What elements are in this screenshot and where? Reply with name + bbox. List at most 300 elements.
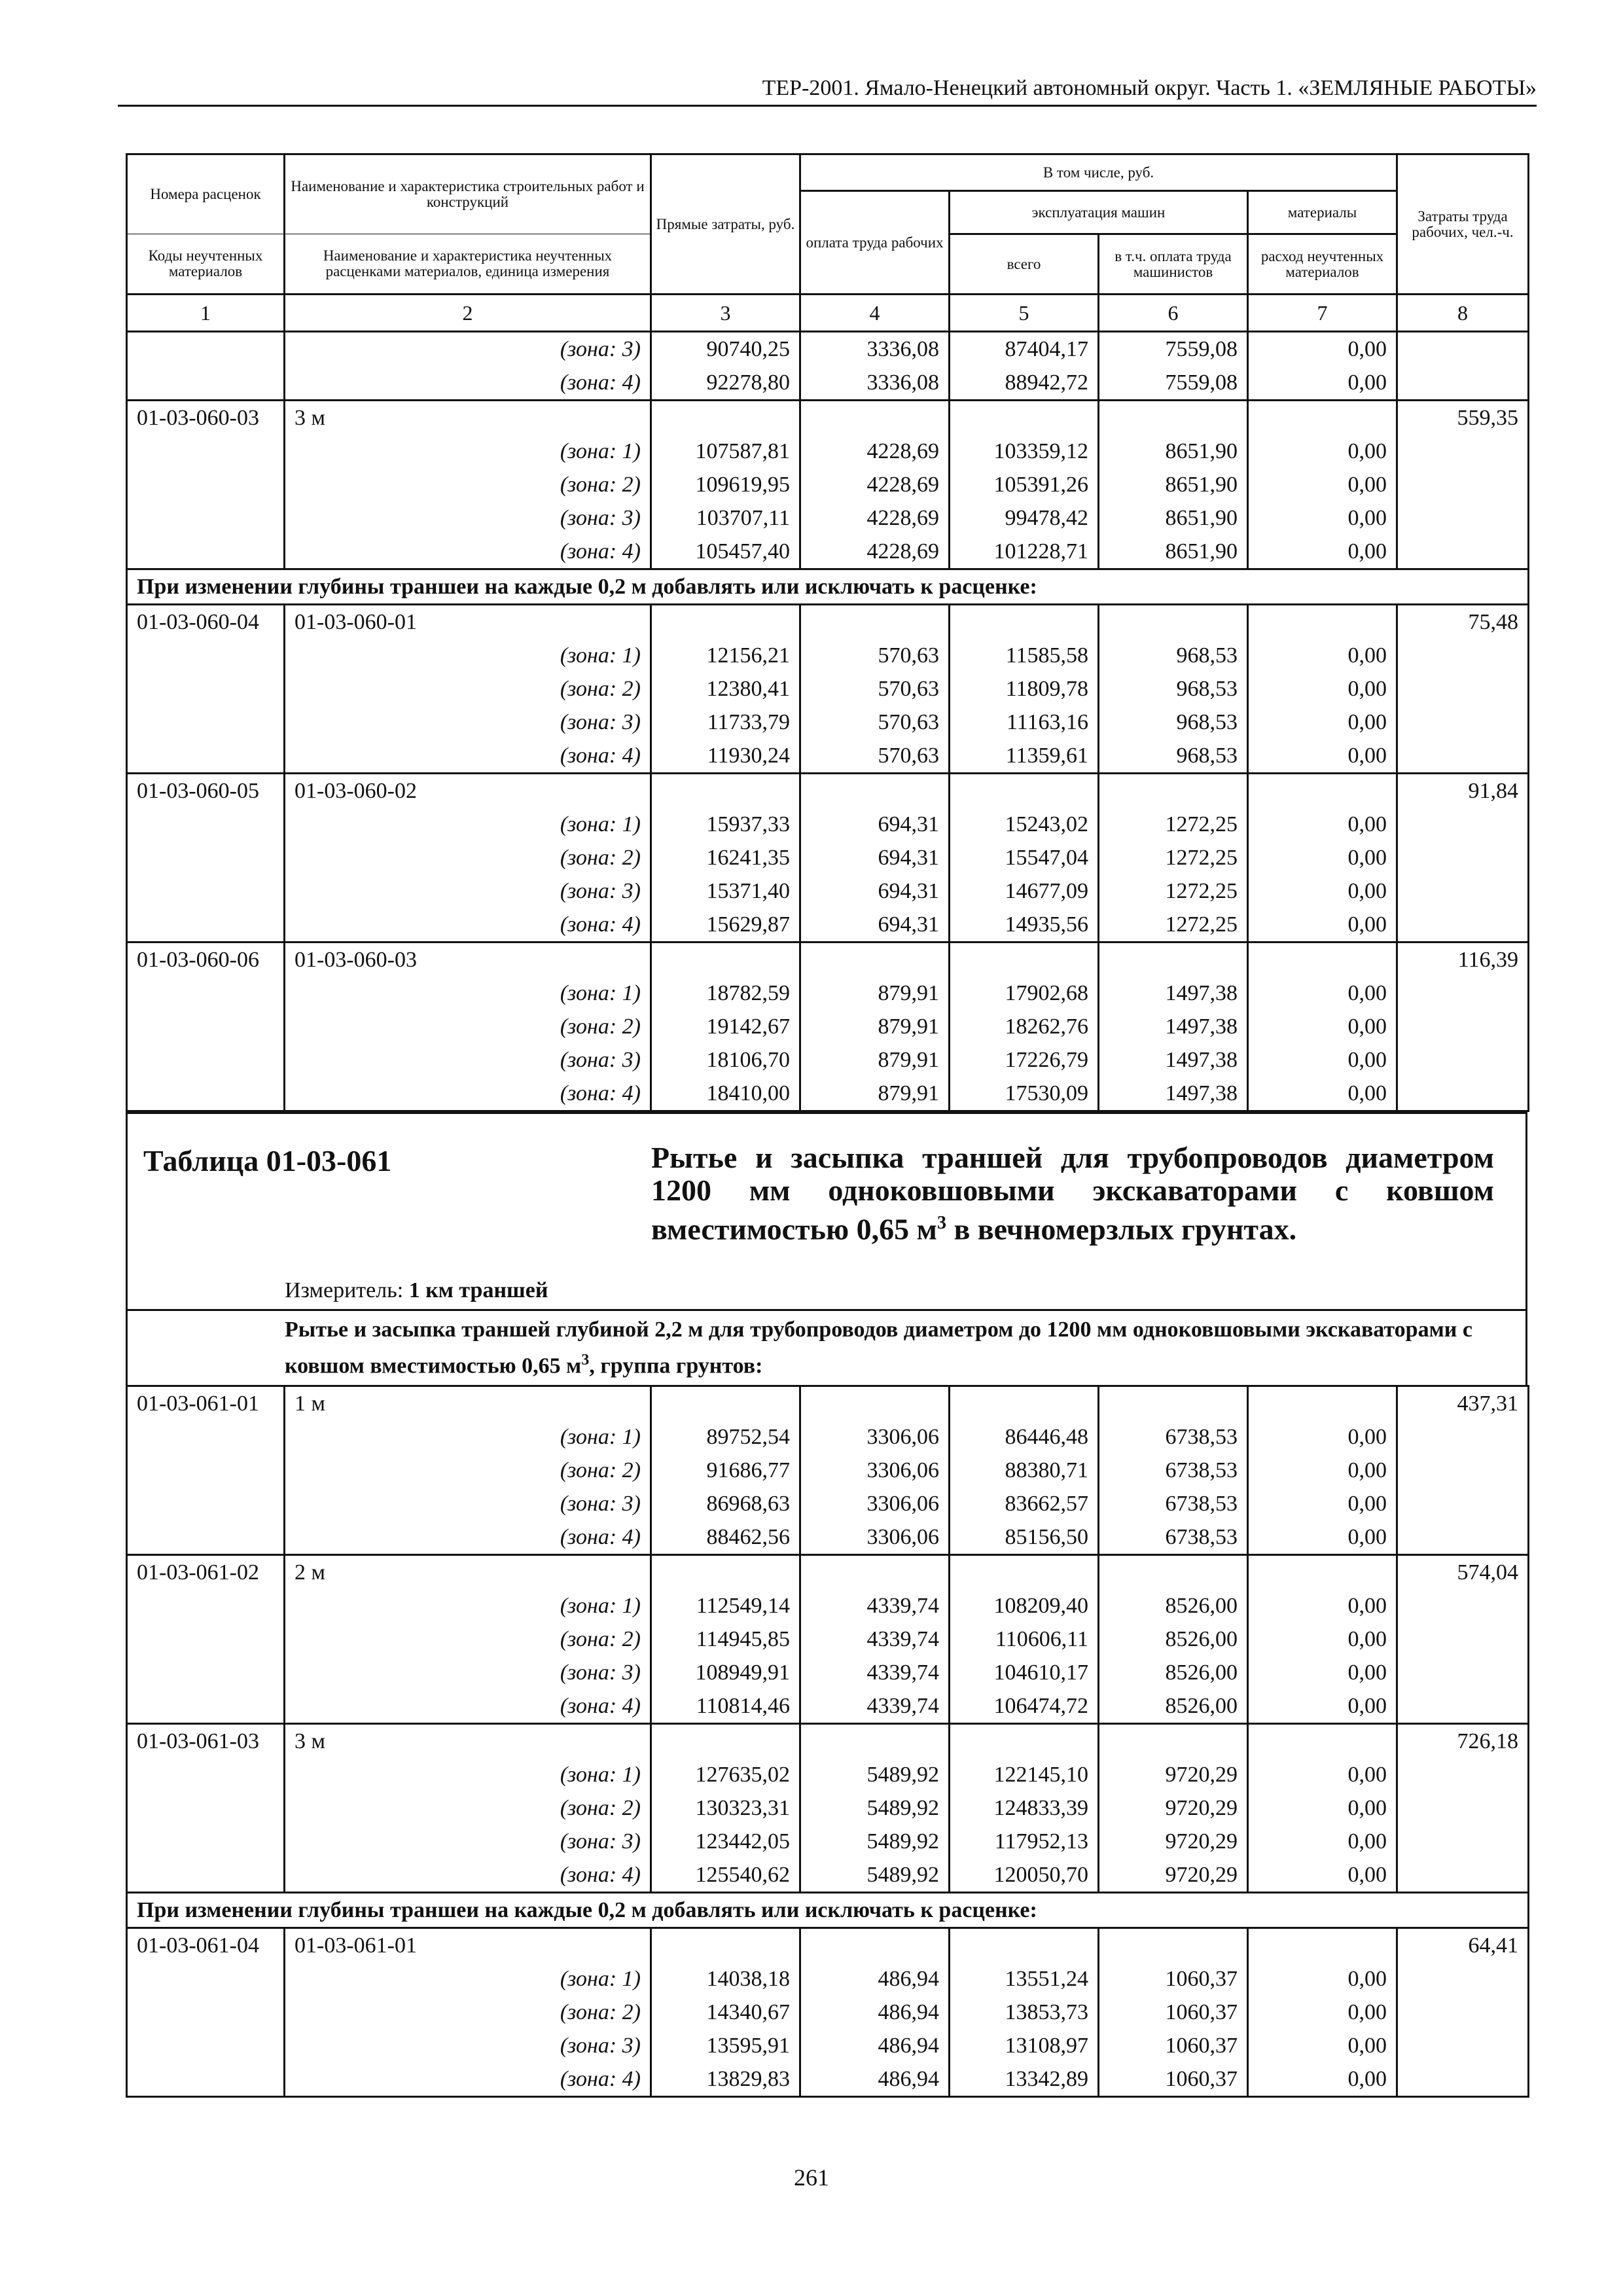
zone-label: (зона: 1) (285, 1420, 651, 1454)
operator-pay: 968,53 (1099, 739, 1248, 774)
zone-row (127, 1420, 1529, 1454)
materials-cost: 0,00 (1248, 1043, 1397, 1077)
rate-code-row (127, 774, 1529, 808)
worker-pay: 4339,74 (800, 1656, 950, 1689)
depth-change-note (127, 569, 1529, 605)
rate-name: 2 м (285, 1555, 651, 1590)
direct-cost: 108949,91 (651, 1656, 800, 1689)
direct-cost: 19142,67 (651, 1010, 800, 1043)
direct-cost: 16241,35 (651, 841, 800, 874)
zone-row (127, 1791, 1529, 1825)
materials-cost: 0,00 (1248, 1077, 1397, 1111)
direct-cost: 12156,21 (651, 639, 800, 672)
worker-pay: 5489,92 (800, 1758, 950, 1791)
zone-label: (зона: 2) (285, 841, 651, 874)
direct-cost: 127635,02 (651, 1758, 800, 1791)
machines-total: 110606,11 (950, 1623, 1099, 1656)
materials-cost: 0,00 (1248, 435, 1397, 468)
zone-label: (зона: 2) (285, 672, 651, 706)
labor-cost: 726,18 (1397, 1724, 1529, 1759)
table-body-part2 (126, 1385, 1529, 2098)
header-col1-bottom: Коды неучтенных материалов (127, 234, 285, 295)
worker-pay: 4228,69 (800, 468, 950, 501)
zone-row (127, 468, 1529, 501)
operator-pay: 9720,29 (1099, 1858, 1248, 1893)
worker-pay: 486,94 (800, 1996, 950, 2029)
materials-cost: 0,00 (1248, 332, 1397, 366)
worker-pay: 879,91 (800, 1077, 950, 1111)
zone-label: (зона: 2) (285, 1996, 651, 2029)
zone-label: (зона: 1) (285, 639, 651, 672)
rate-code: 01-03-060-04 (127, 605, 285, 639)
section-note (126, 1309, 1527, 1385)
labor-cost: 559,35 (1397, 401, 1529, 435)
machines-total: 15547,04 (950, 841, 1099, 874)
header-col5: всего (950, 234, 1099, 295)
zone-label: (зона: 3) (285, 1825, 651, 1858)
worker-pay: 3306,06 (800, 1520, 950, 1555)
worker-pay: 3306,06 (800, 1487, 950, 1520)
machines-total: 85156,50 (950, 1520, 1099, 1555)
materials-cost: 0,00 (1248, 1791, 1397, 1825)
operator-pay: 6738,53 (1099, 1420, 1248, 1454)
machines-total: 18262,76 (950, 1010, 1099, 1043)
machines-total: 101228,71 (950, 535, 1099, 569)
operator-pay: 6738,53 (1099, 1487, 1248, 1520)
operator-pay: 8526,00 (1099, 1656, 1248, 1689)
operator-pay: 1272,25 (1099, 908, 1248, 942)
table-number: Таблица 01-03-061 (143, 1144, 392, 1177)
note-text: При изменении глубины траншеи на каждые 0,2 м добавлять или исключать к расценке: (127, 1893, 1529, 1928)
zone-label: (зона: 4) (285, 1858, 651, 1893)
measure-label: Измеритель: (285, 1278, 409, 1302)
header-col1-top: Номера расценок (127, 154, 285, 234)
materials-cost: 0,00 (1248, 908, 1397, 942)
worker-pay: 5489,92 (800, 1825, 950, 1858)
depth-change-note (127, 1893, 1529, 1928)
direct-cost: 89752,54 (651, 1420, 800, 1454)
materials-cost: 0,00 (1248, 1858, 1397, 1893)
worker-pay: 4339,74 (800, 1689, 950, 1724)
header-col3: Прямые затраты, руб. (651, 154, 800, 295)
materials-cost: 0,00 (1248, 1589, 1397, 1623)
operator-pay: 6738,53 (1099, 1454, 1248, 1487)
materials-cost: 0,00 (1248, 535, 1397, 569)
machines-total: 17530,09 (950, 1077, 1099, 1111)
machines-total: 17902,68 (950, 977, 1099, 1010)
zone-row (127, 1043, 1529, 1077)
operator-pay: 968,53 (1099, 639, 1248, 672)
header-col7: расход неучтенных материалов (1248, 234, 1397, 295)
materials-cost: 0,00 (1248, 468, 1397, 501)
zone-label: (зона: 1) (285, 808, 651, 841)
machines-total: 122145,10 (950, 1758, 1099, 1791)
zone-row (127, 332, 1529, 366)
zone-label: (зона: 4) (285, 908, 651, 942)
direct-cost: 123442,05 (651, 1825, 800, 1858)
labor-cost: 437,31 (1397, 1386, 1529, 1421)
direct-cost: 90740,25 (651, 332, 800, 366)
direct-cost: 18106,70 (651, 1043, 800, 1077)
table-body-part1 (126, 332, 1529, 1112)
machines-total: 11585,58 (950, 639, 1099, 672)
direct-cost: 15629,87 (651, 908, 800, 942)
rate-code-row (127, 1386, 1529, 1421)
worker-pay: 879,91 (800, 977, 950, 1010)
machines-total: 11359,61 (950, 739, 1099, 774)
worker-pay: 694,31 (800, 908, 950, 942)
zone-label: (зона: 3) (285, 1656, 651, 1689)
section-note-sup: 3 (581, 1352, 590, 1369)
zone-row (127, 535, 1529, 569)
zone-row (127, 366, 1529, 401)
materials-cost: 0,00 (1248, 1623, 1397, 1656)
header-group-machines: эксплуатация машин (950, 191, 1248, 234)
zone-row (127, 977, 1529, 1010)
rate-code-row (127, 605, 1529, 639)
header-group-including: В том числе, руб. (800, 154, 1397, 191)
zone-row (127, 639, 1529, 672)
zone-label: (зона: 3) (285, 2029, 651, 2062)
zone-row (127, 874, 1529, 908)
zone-label: (зона: 3) (285, 332, 651, 366)
direct-cost: 125540,62 (651, 1858, 800, 1893)
col-number-1: 1 (127, 295, 285, 332)
machines-total: 124833,39 (950, 1791, 1099, 1825)
machines-total: 14677,09 (950, 874, 1099, 908)
zone-label: (зона: 2) (285, 1454, 651, 1487)
operator-pay: 968,53 (1099, 706, 1248, 739)
table-header (126, 153, 1529, 332)
operator-pay: 7559,08 (1099, 332, 1248, 366)
materials-cost: 0,00 (1248, 366, 1397, 401)
direct-cost: 110814,46 (651, 1689, 800, 1724)
worker-pay: 570,63 (800, 706, 950, 739)
direct-cost: 11930,24 (651, 739, 800, 774)
running-header-text: ТЕР-2001. Ямало-Ненецкий автономный округ. Часть 1. «ЗЕМЛЯНЫЕ РАБОТЫ» (762, 76, 1537, 100)
zone-label: (зона: 2) (285, 1791, 651, 1825)
materials-cost: 0,00 (1248, 1420, 1397, 1454)
zone-row (127, 1520, 1529, 1555)
operator-pay: 1497,38 (1099, 977, 1248, 1010)
rate-code: 01-03-061-04 (127, 1928, 285, 1963)
zone-label: (зона: 3) (285, 706, 651, 739)
rate-name: 01-03-060-01 (285, 605, 651, 639)
zone-label: (зона: 1) (285, 1758, 651, 1791)
direct-cost: 109619,95 (651, 468, 800, 501)
operator-pay: 1060,37 (1099, 2062, 1248, 2097)
operator-pay: 1060,37 (1099, 1996, 1248, 2029)
zone-row (127, 841, 1529, 874)
price-table (126, 153, 1527, 2098)
materials-cost: 0,00 (1248, 1758, 1397, 1791)
zone-row (127, 1962, 1529, 1996)
operator-pay: 8526,00 (1099, 1589, 1248, 1623)
operator-pay: 6738,53 (1099, 1520, 1248, 1555)
worker-pay: 694,31 (800, 808, 950, 841)
worker-pay: 4228,69 (800, 535, 950, 569)
machines-total: 105391,26 (950, 468, 1099, 501)
materials-cost: 0,00 (1248, 1487, 1397, 1520)
direct-cost: 92278,80 (651, 366, 800, 401)
zone-row (127, 1689, 1529, 1724)
rate-name: 3 м (285, 1724, 651, 1759)
rate-code-row (127, 1928, 1529, 1963)
zone-label: (зона: 1) (285, 977, 651, 1010)
materials-cost: 0,00 (1248, 1454, 1397, 1487)
zone-row (127, 1758, 1529, 1791)
section-note-tail: , группа грунтов: (589, 1354, 763, 1378)
worker-pay: 3306,06 (800, 1420, 950, 1454)
materials-cost: 0,00 (1248, 2062, 1397, 2097)
worker-pay: 486,94 (800, 2029, 950, 2062)
machines-total: 13551,24 (950, 1962, 1099, 1996)
worker-pay: 5489,92 (800, 1858, 950, 1893)
machines-total: 15243,02 (950, 808, 1099, 841)
section-note-text: Рытье и засыпка траншей глубиной 2,2 м для трубопроводов диаметром до 1200 мм одноковшовыми экскаваторами с ковшом вместимостью 0,65 м (285, 1318, 1472, 1378)
operator-pay: 8526,00 (1099, 1689, 1248, 1724)
zone-row (127, 435, 1529, 468)
materials-cost: 0,00 (1248, 1689, 1397, 1724)
machines-total: 120050,70 (950, 1858, 1099, 1893)
machines-total: 99478,42 (950, 501, 1099, 535)
header-col4: оплата труда рабочих (800, 191, 950, 295)
zone-row (127, 1623, 1529, 1656)
machines-total: 88942,72 (950, 366, 1099, 401)
worker-pay: 486,94 (800, 1962, 950, 1996)
machines-total: 88380,71 (950, 1454, 1099, 1487)
direct-cost: 103707,11 (651, 501, 800, 535)
operator-pay: 1060,37 (1099, 1962, 1248, 1996)
machines-total: 87404,17 (950, 332, 1099, 366)
worker-pay: 570,63 (800, 672, 950, 706)
direct-cost: 86968,63 (651, 1487, 800, 1520)
header-group-materials: материалы (1248, 191, 1397, 234)
direct-cost: 14340,67 (651, 1996, 800, 2029)
zone-row (127, 672, 1529, 706)
worker-pay: 570,63 (800, 639, 950, 672)
rate-name: 01-03-061-01 (285, 1928, 651, 1963)
col-number-4: 4 (800, 295, 950, 332)
materials-cost: 0,00 (1248, 874, 1397, 908)
materials-cost: 0,00 (1248, 1656, 1397, 1689)
worker-pay: 5489,92 (800, 1791, 950, 1825)
zone-label: (зона: 3) (285, 501, 651, 535)
machines-total: 108209,40 (950, 1589, 1099, 1623)
zone-row (127, 1077, 1529, 1111)
col-number-3: 3 (651, 295, 800, 332)
zone-label: (зона: 3) (285, 1043, 651, 1077)
machines-total: 17226,79 (950, 1043, 1099, 1077)
rate-code-row (127, 942, 1529, 977)
note-text: При изменении глубины траншеи на каждые 0,2 м добавлять или исключать к расценке: (127, 569, 1529, 605)
direct-cost: 15371,40 (651, 874, 800, 908)
col-number-6: 6 (1099, 295, 1248, 332)
header-col8: Затраты труда рабочих, чел.-ч. (1397, 154, 1529, 295)
zone-row (127, 908, 1529, 942)
direct-cost: 14038,18 (651, 1962, 800, 1996)
worker-pay: 3336,08 (800, 366, 950, 401)
worker-pay: 4339,74 (800, 1589, 950, 1623)
operator-pay: 8651,90 (1099, 501, 1248, 535)
direct-cost: 105457,40 (651, 535, 800, 569)
zone-label: (зона: 4) (285, 366, 651, 401)
machines-total: 86446,48 (950, 1420, 1099, 1454)
zone-row (127, 1996, 1529, 2029)
machines-total: 13108,97 (950, 2029, 1099, 2062)
zone-label: (зона: 2) (285, 1010, 651, 1043)
zone-label: (зона: 4) (285, 739, 651, 774)
rate-code-row (127, 401, 1529, 435)
operator-pay: 1497,38 (1099, 1077, 1248, 1111)
header-col2-bottom: Наименование и характеристика неучтенных расценками материалов, единица измерения (285, 234, 651, 295)
measure-value: 1 км траншей (408, 1278, 548, 1302)
direct-cost: 15937,33 (651, 808, 800, 841)
machines-total: 104610,17 (950, 1656, 1099, 1689)
zone-label: (зона: 2) (285, 1623, 651, 1656)
rate-name: 3 м (285, 401, 651, 435)
worker-pay: 879,91 (800, 1010, 950, 1043)
worker-pay: 570,63 (800, 739, 950, 774)
materials-cost: 0,00 (1248, 672, 1397, 706)
rate-code: 01-03-061-03 (127, 1724, 285, 1759)
materials-cost: 0,00 (1248, 2029, 1397, 2062)
materials-cost: 0,00 (1248, 841, 1397, 874)
direct-cost: 13829,83 (651, 2062, 800, 2097)
col-number-5: 5 (950, 295, 1099, 332)
zone-row (127, 1010, 1529, 1043)
machines-total: 14935,56 (950, 908, 1099, 942)
operator-pay: 1497,38 (1099, 1010, 1248, 1043)
operator-pay: 8651,90 (1099, 535, 1248, 569)
machines-total: 117952,13 (950, 1825, 1099, 1858)
worker-pay: 3306,06 (800, 1454, 950, 1487)
page-number: 261 (794, 2164, 829, 2191)
materials-cost: 0,00 (1248, 1962, 1397, 1996)
rate-code: 01-03-060-05 (127, 774, 285, 808)
zone-row (127, 1589, 1529, 1623)
rate-code-row (127, 1555, 1529, 1590)
materials-cost: 0,00 (1248, 706, 1397, 739)
rate-name: 01-03-060-03 (285, 942, 651, 977)
rate-code: 01-03-060-06 (127, 942, 285, 977)
measure-unit (285, 1276, 548, 1305)
worker-pay: 486,94 (800, 2062, 950, 2097)
rate-code: 01-03-061-02 (127, 1555, 285, 1590)
machines-total: 11809,78 (950, 672, 1099, 706)
labor-cost: 116,39 (1397, 942, 1529, 977)
rate-name: 01-03-060-02 (285, 774, 651, 808)
direct-cost: 91686,77 (651, 1454, 800, 1487)
zone-label: (зона: 3) (285, 874, 651, 908)
zone-row (127, 2029, 1529, 2062)
zone-row (127, 1454, 1529, 1487)
col-number-2: 2 (285, 295, 651, 332)
operator-pay: 1272,25 (1099, 808, 1248, 841)
rate-code: 01-03-061-01 (127, 1386, 285, 1421)
zone-label: (зона: 1) (285, 435, 651, 468)
direct-cost: 13595,91 (651, 2029, 800, 2062)
zone-row (127, 706, 1529, 739)
rate-code: 01-03-060-03 (127, 401, 285, 435)
direct-cost: 12380,41 (651, 672, 800, 706)
materials-cost: 0,00 (1248, 639, 1397, 672)
machines-total: 106474,72 (950, 1689, 1099, 1724)
direct-cost: 88462,56 (651, 1520, 800, 1555)
operator-pay: 1272,25 (1099, 841, 1248, 874)
zone-row (127, 1858, 1529, 1893)
machines-total: 103359,12 (950, 435, 1099, 468)
table-title (651, 1141, 1494, 1246)
operator-pay: 1497,38 (1099, 1043, 1248, 1077)
direct-cost: 114945,85 (651, 1623, 800, 1656)
rate-code-row (127, 1724, 1529, 1759)
zone-label: (зона: 3) (285, 1487, 651, 1520)
operator-pay: 1060,37 (1099, 2029, 1248, 2062)
materials-cost: 0,00 (1248, 977, 1397, 1010)
direct-cost: 107587,81 (651, 435, 800, 468)
materials-cost: 0,00 (1248, 808, 1397, 841)
operator-pay: 968,53 (1099, 672, 1248, 706)
materials-cost: 0,00 (1248, 739, 1397, 774)
operator-pay: 8526,00 (1099, 1623, 1248, 1656)
direct-cost: 11733,79 (651, 706, 800, 739)
header-col2-top: Наименование и характеристика строительных работ и конструкций (285, 154, 651, 234)
zone-row (127, 2062, 1529, 2097)
labor-cost: 574,04 (1397, 1555, 1529, 1590)
labor-cost: 91,84 (1397, 774, 1529, 808)
operator-pay: 8651,90 (1099, 435, 1248, 468)
rate-name: 1 м (285, 1386, 651, 1421)
zone-row (127, 1656, 1529, 1689)
operator-pay: 7559,08 (1099, 366, 1248, 401)
zone-label: (зона: 1) (285, 1962, 651, 1996)
operator-pay: 1272,25 (1099, 874, 1248, 908)
direct-cost: 18410,00 (651, 1077, 800, 1111)
materials-cost: 0,00 (1248, 501, 1397, 535)
worker-pay: 694,31 (800, 874, 950, 908)
operator-pay: 9720,29 (1099, 1791, 1248, 1825)
operator-pay: 8651,90 (1099, 468, 1248, 501)
machines-total: 11163,16 (950, 706, 1099, 739)
materials-cost: 0,00 (1248, 1520, 1397, 1555)
operator-pay: 9720,29 (1099, 1758, 1248, 1791)
zone-label: (зона: 4) (285, 1689, 651, 1724)
worker-pay: 4339,74 (800, 1623, 950, 1656)
machines-total: 13342,89 (950, 2062, 1099, 2097)
zone-label: (зона: 4) (285, 1520, 651, 1555)
zone-row (127, 1825, 1529, 1858)
worker-pay: 4228,69 (800, 435, 950, 468)
worker-pay: 4228,69 (800, 501, 950, 535)
operator-pay: 9720,29 (1099, 1825, 1248, 1858)
machines-total: 13853,73 (950, 1996, 1099, 2029)
zone-label: (зона: 1) (285, 1589, 651, 1623)
labor-cost: 64,41 (1397, 1928, 1529, 1963)
worker-pay: 694,31 (800, 841, 950, 874)
direct-cost: 18782,59 (651, 977, 800, 1010)
zone-row (127, 1487, 1529, 1520)
table-title-text: Рытье и засыпка траншей для трубопроводов диаметром 1200 мм одноковшовыми экскаваторами с ковшом вместимостью 0,65 м (651, 1141, 1494, 1246)
zone-label: (зона: 4) (285, 2062, 651, 2097)
running-header (118, 73, 1537, 107)
materials-cost: 0,00 (1248, 1996, 1397, 2029)
direct-cost: 112549,14 (651, 1589, 800, 1623)
zone-row (127, 739, 1529, 774)
materials-cost: 0,00 (1248, 1825, 1397, 1858)
machines-total: 83662,57 (950, 1487, 1099, 1520)
direct-cost: 130323,31 (651, 1791, 800, 1825)
